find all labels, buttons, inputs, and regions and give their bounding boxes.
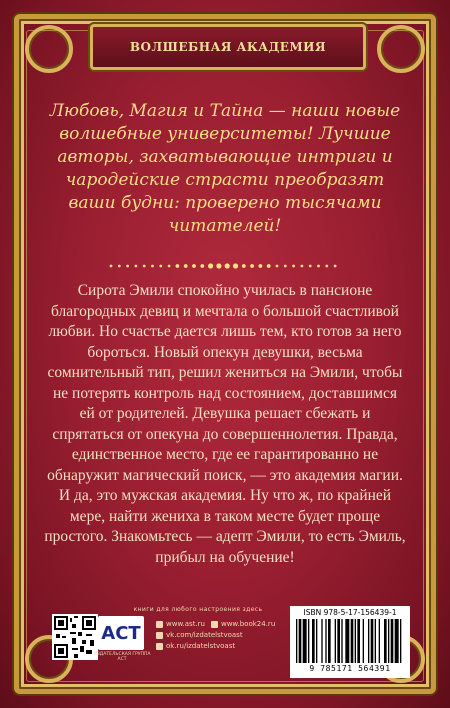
web-icon — [156, 621, 163, 628]
link-vk[interactable]: vk.com/izdatelstvoast — [166, 631, 243, 639]
book-annotation: Сирота Эмили спокойно училась в пансионе благородных девиц и мечтала о большой счастливой любви. Но счастье дается лишь тем, кто готов за него бороться. Новый опекун девушки, весьма сомнительный тип, решил жениться на Эмили, чтобы не потерять контроль над состоянием, доставшимся ей от родителей. Девушка решает сбежать и спрятаться от опекуна до совершеннолетия. Правда, единственное место, где ее гарантированно не обнаружит магический поиск, — это академия магии. И да, это мужская академия. Ну что ж, по крайней мере, найти жениха в таком месте будет проще простого. Знакомьтесь — адепт Эмили, то есть Эмиль, прибыл на обучение! — [44, 282, 406, 566]
barcode-bars — [296, 619, 404, 663]
tagline: Любовь, Магия и Тайна — наши новые волшебные университеты! Лучшие авторы, захватывающие интриги и чародейские страсти преобразят ваши будни: проверено тысячами читателей! — [49, 101, 401, 236]
publisher-logo: АСТ — [98, 616, 144, 650]
web-icon — [211, 621, 218, 628]
vk-icon — [156, 632, 163, 639]
publisher-caption: ИЗДАТЕЛЬСКАЯ ГРУППА АСТ — [93, 652, 151, 662]
series-banner — [90, 24, 366, 70]
link-ok[interactable]: ok.ru/izdatelstvoast — [166, 642, 236, 650]
link-web[interactable]: www.ast.ru — [166, 620, 205, 628]
isbn-number: ISBN 978-5-17-156439-1 — [303, 608, 397, 617]
barcode-digits: 9 785171 564391 — [309, 664, 391, 673]
series-banner-text: ВОЛШЕБНАЯ АКАДЕМИЯ — [129, 40, 327, 54]
link-web2[interactable]: www.book24.ru — [220, 620, 276, 628]
publisher-links — [156, 619, 296, 652]
back-cover-footer — [40, 606, 410, 686]
barcode-box — [290, 606, 410, 678]
ok-icon — [156, 643, 163, 650]
promo-line: книги для любого настроения здесь — [133, 606, 263, 613]
dot-divider — [105, 262, 345, 270]
